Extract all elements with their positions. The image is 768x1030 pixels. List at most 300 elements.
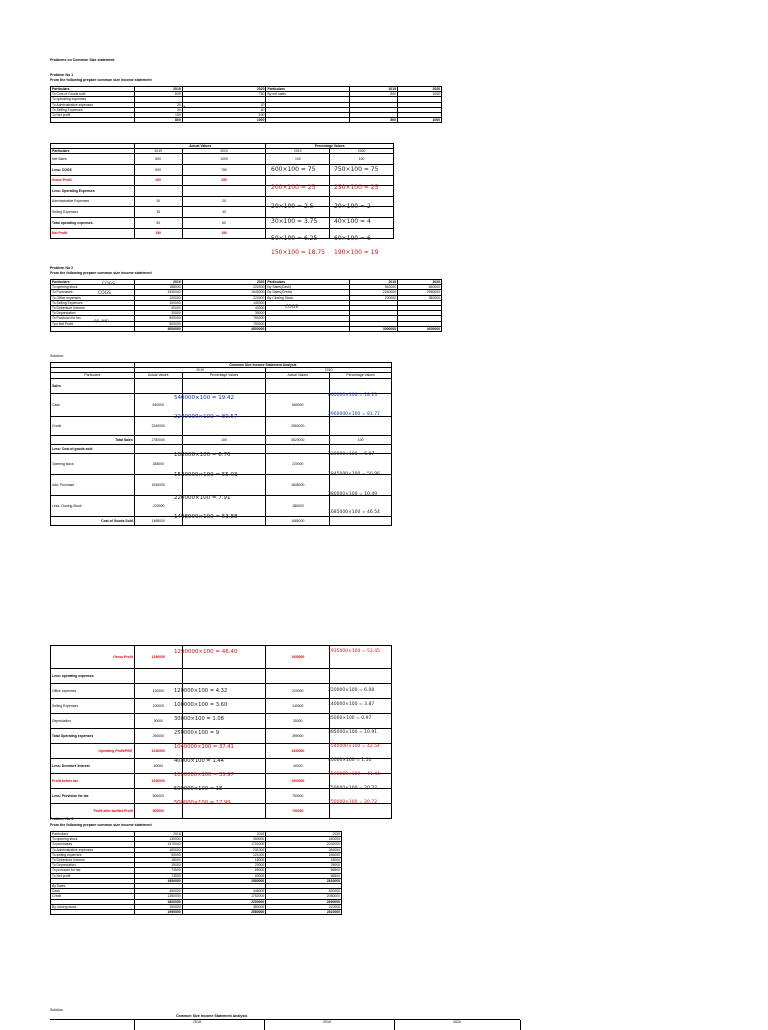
table-cell: 1752000 [182, 894, 266, 899]
row-label: Sales [51, 378, 135, 393]
actual-value-2019: 2780000 [134, 435, 182, 444]
handwritten-working: 30×100 = 3.75 [271, 218, 318, 225]
actual-value-2019: 30 [134, 207, 182, 218]
actual-value-2020: 1500000 [266, 774, 330, 789]
table-cell: 2580000 [182, 910, 266, 915]
table-cell: Tpo Net Profit [51, 321, 135, 326]
table-cell: 231000 [182, 847, 266, 852]
table-cell: 220000 [182, 295, 266, 300]
handwritten-working: 35000×100 = 0.97 [328, 716, 372, 721]
table-cell: 40 [182, 107, 266, 112]
table-cell: To Net profit [51, 113, 135, 118]
table-cell: 1350000 [134, 894, 182, 899]
actual-value-2020: 1845000 [266, 474, 330, 495]
handwritten-working: 540000×100 = 19.42 [174, 395, 234, 401]
table-cell: 2580000 [182, 878, 266, 883]
row-label: Profit after tax/Net Profit [51, 804, 135, 819]
table-cell: 2960000 [398, 290, 442, 295]
table-cell: 2600000 [266, 899, 342, 904]
table-cell: 750 [182, 92, 266, 97]
table-cell: To provision for tax [51, 868, 135, 873]
table-cell: 73500 [134, 868, 182, 873]
table-cell [51, 326, 135, 331]
table-cell: To Administrative expenses [51, 847, 135, 852]
column-header: Particulars [51, 280, 135, 285]
actual-value-2020: -380000 [266, 495, 330, 516]
actual-value-2020: 1540000 [266, 744, 330, 759]
table-cell: 660000 [398, 285, 442, 290]
actual-value-2020: 190 [182, 228, 266, 239]
problem-3-instruction: From the following prepare common size income statement [50, 823, 152, 827]
table-cell: By Closing Stock [266, 295, 350, 300]
table-cell: 220000 [350, 295, 398, 300]
table-cell: 150 [134, 113, 182, 118]
column-header: 2019 [350, 280, 398, 285]
table-cell: 210000 [266, 904, 342, 909]
percentage-2019: 100 [266, 154, 330, 165]
actual-value-2019: 120000 [134, 684, 182, 699]
actual-value-2020: 140000 [266, 699, 330, 714]
analysis-row [51, 378, 392, 393]
handwritten-working: 20×100 = 2 [334, 203, 371, 210]
problem-1-heading: Problem No 1 [50, 73, 74, 77]
actual-value-2020: 750000 [266, 789, 330, 804]
table-cell: 20 [182, 102, 266, 107]
handwritten-working: 140000×100 = 3.87 [328, 702, 375, 707]
problem-2-heading: Problem No 2 [50, 266, 74, 270]
actual-value-2019: 50 [134, 217, 182, 228]
table-cell: 2810000 [266, 878, 342, 883]
table-cell: To Cost of Goods sold [51, 92, 135, 97]
table-cell: 100000 [134, 300, 182, 305]
table-cell: 1530000 [134, 290, 182, 295]
actual-value-2020: 2960000 [266, 416, 330, 435]
year-header: 2018 [193, 1020, 201, 1024]
actual-value-2019: 500000 [134, 804, 182, 819]
handwritten-working: 150×100 = 18.75 [271, 249, 325, 256]
table-cell: 40000 [182, 306, 266, 311]
table-cell: 1950000 [134, 910, 182, 915]
handwritten-working: 1845000×100 = 50.96 [328, 472, 380, 477]
actual-value-2019: 188000 [134, 453, 182, 474]
table-cell: To Debenture Interest [51, 306, 135, 311]
problem-3-statement-table [50, 831, 342, 915]
actual-value-2019: 1000000 [134, 774, 182, 789]
handwritten-working: 20×100 = 2.5 [271, 203, 314, 210]
handwritten-working: 1540000×100 = 42.54 [328, 744, 380, 749]
handwritten-working: 2960000×100 = 81.77 [328, 412, 380, 417]
table-cell: 35000 [182, 311, 266, 316]
column-header: 2020 [266, 832, 342, 837]
analysis-row [51, 435, 392, 444]
handwritten-working: 1530000×100 = 55.03 [174, 472, 238, 478]
table-cell: 156000 [266, 852, 342, 857]
table-cell: 3000000 [350, 326, 398, 331]
table-cell: 140000 [182, 300, 266, 305]
table-cell: 121000 [182, 852, 266, 857]
table-cell: To purchases [51, 842, 135, 847]
margin-note: op. exp. [94, 318, 111, 323]
table-cell: 190 [182, 113, 266, 118]
table-cell: 350000 [182, 837, 266, 842]
handwritten-working: 40×100 = 4 [334, 218, 371, 225]
row-label: Add: Purchase [51, 474, 135, 495]
column-header: Particulars [266, 87, 350, 92]
column-divider [394, 1020, 395, 1030]
handwritten-working: 30000×100 = 1.08 [174, 716, 224, 722]
handwritten-working: 220000×100 = 6.08 [328, 688, 375, 693]
actual-value-2019: 30000 [134, 714, 182, 729]
actual-value-2020: 20 [182, 196, 266, 207]
table-cell [266, 326, 350, 331]
solution-label: Solution [50, 1008, 63, 1012]
table-cell: To Debenture Interest [51, 858, 135, 863]
handwritten-working: 250000×100 = 9 [174, 730, 219, 736]
column-header: 2019 [134, 87, 182, 92]
table-cell: Cash [51, 889, 135, 894]
row-label: Gross Profit [51, 646, 135, 669]
problem-2-analysis-table-part-a [50, 362, 392, 526]
table-cell: 150000 [266, 837, 342, 842]
column-header: 2018 [134, 832, 182, 837]
table-cell: To Provision for tax [51, 316, 135, 321]
row-label: Office expenses [51, 684, 135, 699]
table-cell: By Sales [51, 884, 135, 889]
table-cell: 1845000 [182, 290, 266, 295]
table-row [51, 118, 442, 123]
row-label: Less: COGS [51, 165, 135, 176]
table-cell: 69000 [182, 873, 266, 878]
column-header: 2020 [330, 149, 394, 154]
row-label: Less: operating expenses [51, 669, 135, 684]
table-cell: By Sales(Cash) [266, 285, 350, 290]
handwritten-working: 100000×100 = 3.60 [174, 702, 228, 708]
handwritten-working: 1040000×100 = 37.41 [174, 744, 234, 750]
table-cell: 2200000 [182, 899, 266, 904]
column-divider [264, 1020, 265, 1030]
column-header: 2020 [182, 149, 266, 154]
table-cell [51, 118, 135, 123]
row-label: Profit before tax [51, 774, 135, 789]
actual-value-2019 [134, 378, 182, 393]
table-cell: 2240000 [350, 290, 398, 295]
solution-label: Solution: [50, 354, 64, 358]
table-cell: 130000 [134, 837, 182, 842]
column-header: 2019 [350, 87, 398, 92]
handwritten-working: 40000×100 = 1.44 [174, 758, 224, 764]
table-cell: 180000 [134, 847, 182, 852]
handwritten-working: 250×100 = 25 [334, 184, 379, 191]
row-label: Less: Operating Expenses [51, 186, 135, 197]
row-label: Less: Closing Stock [51, 495, 135, 516]
table-cell: 150000 [134, 904, 182, 909]
group-header-actual: Actual Values [134, 144, 266, 149]
table-cell: 18000 [134, 858, 182, 863]
row-label: Net Profit [51, 228, 135, 239]
handwritten-working: 188000×100 = 6.76 [174, 452, 231, 458]
table-cell: 20000 [182, 863, 266, 868]
handwritten-working: 50×100 = 6.25 [271, 235, 318, 242]
year-header: 2019 [323, 1020, 331, 1024]
table-cell: 20 [134, 102, 182, 107]
handwritten-working: 500000×100 = 18 [174, 786, 223, 792]
column-header: Particulars [51, 832, 135, 837]
table-cell: 1000 [182, 118, 266, 123]
table-cell: To opening stock [51, 837, 135, 842]
table-cell: 286000 [266, 847, 342, 852]
table-cell: 380000 [182, 904, 266, 909]
column-header: Actual Values [266, 373, 330, 378]
problem-2-instruction: From the following prepare common size income statement [50, 271, 152, 275]
column-header: 2020 [398, 280, 442, 285]
handwritten-working: 600×100 = 75 [271, 166, 316, 173]
table-cell: 188000 [134, 285, 182, 290]
column-header: 2020 [182, 87, 266, 92]
table-cell: 15000 [134, 863, 182, 868]
handwritten-working: 2240000×100 = 80.57 [174, 414, 238, 420]
table-cell [51, 910, 135, 915]
actual-value-2020: 40000 [266, 759, 330, 774]
row-label: Selling Expenses [51, 699, 135, 714]
handwritten-working: 1000000×100 = 35.97 [174, 772, 234, 778]
row-label: Total Operating expenses [51, 729, 135, 744]
actual-value-2020: 3620000 [266, 435, 330, 444]
actual-value-2019: 500000 [134, 789, 182, 804]
table-cell: 448000 [182, 889, 266, 894]
actual-value-2020: 40 [182, 207, 266, 218]
column-header: Particulars [51, 149, 135, 154]
actual-value-2019: 150 [134, 228, 182, 239]
row-label: Cost of Goods Sold [51, 516, 135, 525]
percentage-2019 [182, 378, 266, 393]
actual-value-2020: 750000 [266, 804, 330, 819]
table-cell: 1000 [398, 118, 442, 123]
column-header: 2019 [182, 832, 266, 837]
percentage-2020: 100 [330, 154, 394, 165]
row-label: Total Sales [51, 435, 135, 444]
row-label: Cash [51, 393, 135, 416]
handwritten-working: 220000×100 = 7.91 [174, 495, 231, 501]
percentage-2020 [330, 516, 392, 525]
table-cell: By net sales [266, 92, 350, 97]
table-cell: 380000 [398, 295, 442, 300]
actual-value-2019: 20 [134, 196, 182, 207]
stray-mark: • [183, 104, 186, 109]
percentage-2019 [182, 669, 266, 684]
problem-1-statement-table [50, 86, 442, 123]
table-cell: 800 [134, 118, 182, 123]
table-cell: 750000 [182, 316, 266, 321]
table-cell: By closing stock [51, 904, 135, 909]
column-header: Particulars [51, 87, 135, 92]
table-cell: 30 [134, 107, 182, 112]
table-row [51, 326, 442, 331]
row-label: Credit [51, 416, 135, 435]
actual-value-2020 [266, 669, 330, 684]
handwritten-working: 190×100 = 19 [334, 249, 379, 256]
table-cell: 120000 [134, 295, 182, 300]
column-header: 2019 [134, 149, 182, 154]
row-label: Less: Cost of goods sold [51, 444, 135, 453]
table-cell: 500000 [134, 321, 182, 326]
handwritten-working: 750×100 = 75 [334, 166, 379, 173]
column-header: Percentage Values [330, 373, 392, 378]
table-cell: 90000 [134, 852, 182, 857]
table-cell: 500000 [134, 316, 182, 321]
actual-value-2020: 1935000 [266, 646, 330, 669]
percentage-2020: 100 [330, 435, 392, 444]
table-cell: 56500 [266, 868, 342, 873]
table-cell [266, 118, 350, 123]
table-cell: 69000 [182, 868, 266, 873]
table-cell: 4000000 [398, 326, 442, 331]
actual-value-2019: 800 [134, 154, 182, 165]
table-cell: To Depreciation [51, 311, 135, 316]
group-header-percentage: Percentage Values [266, 144, 394, 149]
document-title: Problems on Common Size statement [50, 58, 115, 62]
actual-value-2019: 1498000 [134, 516, 182, 525]
actual-value-2020: 750 [182, 165, 266, 176]
table-cell: 25000 [266, 863, 342, 868]
margin-note: COGS [102, 282, 116, 287]
problem-3-analysis-table-header [50, 1019, 520, 1030]
margin-note: COGS [285, 305, 299, 310]
actual-value-2019: 40000 [134, 759, 182, 774]
row-label: Administrative Expenses [51, 196, 135, 207]
handwritten-working: 500000×100 = 17.99 [174, 800, 231, 806]
table-cell: 1800000 [134, 899, 182, 904]
handwritten-working: 40000×100 = 1.10 [328, 758, 372, 763]
table-cell: To Office expenses [51, 295, 135, 300]
table-cell: 18000 [266, 858, 342, 863]
actual-value-2019: 1040000 [134, 744, 182, 759]
table-cell: 4000000 [182, 326, 266, 331]
table-cell: To Purchases [51, 290, 135, 295]
actual-value-2019: 250000 [134, 729, 182, 744]
table-cell: To opening stock [51, 285, 135, 290]
table-cell: 800 [350, 118, 398, 123]
row-label: Opening stock [51, 453, 135, 474]
handwritten-working: 1935000×100 = 53.45 [328, 649, 380, 654]
handwritten-working: 380000×100 = 10.49 [328, 492, 378, 497]
column-header: 2020 [398, 87, 442, 92]
table-cell: 220000 [182, 285, 266, 290]
problem-1-instruction: From the following prepare common size income statement [50, 78, 152, 82]
column-header: Actual Values [134, 373, 182, 378]
table-cell: 3000000 [134, 326, 182, 331]
analysis-row [51, 154, 394, 165]
analysis-title: Common Size Income Statement Analysis [176, 1014, 248, 1018]
actual-value-2019 [134, 186, 182, 197]
year-header: 2020 [266, 368, 392, 373]
actual-value-2019: 100000 [134, 699, 182, 714]
actual-value-2020 [266, 444, 330, 453]
table-cell: 1000 [398, 92, 442, 97]
table-row [51, 910, 342, 915]
margin-note: COGS [98, 291, 112, 296]
percentage-2020 [330, 416, 392, 435]
actual-value-2020: 1685000 [266, 516, 330, 525]
column-header: Percentage Values [182, 373, 266, 378]
table-cell: 600 [134, 92, 182, 97]
handwritten-working: 1498000×100 = 53.88 [174, 514, 238, 520]
handwritten-working: 120000×100 = 4.32 [174, 688, 228, 694]
actual-value-2019: 600 [134, 165, 182, 176]
actual-value-2019: -220000 [134, 495, 182, 516]
table-cell: 2080000 [266, 894, 342, 899]
row-label: Operating Profit/PBIT [51, 744, 135, 759]
table-cell: Credit [51, 894, 135, 899]
table-cell: 73500 [134, 873, 182, 878]
column-divider [134, 1020, 135, 1030]
table-cell: 40000 [134, 306, 182, 311]
table-cell: 750000 [182, 321, 266, 326]
actual-value-2020: 35000 [266, 714, 330, 729]
table-cell: To Net profit [51, 873, 135, 878]
table-cell: To Selling Expenses [51, 107, 135, 112]
actual-value-2019: 1290000 [134, 646, 182, 669]
percentage-2020 [330, 669, 392, 684]
actual-value-2019: 1530000 [134, 474, 182, 495]
column-header: 2019 [134, 280, 182, 285]
column-header: Particulars [266, 280, 350, 285]
column-divider [520, 1020, 521, 1030]
table-cell: To operating expenses [51, 97, 135, 102]
year-header: 2019 [134, 368, 266, 373]
actual-value-2020: 250 [182, 175, 266, 186]
table-cell: 450000 [134, 889, 182, 894]
table-cell: 2810000 [266, 910, 342, 915]
actual-value-2020: 660000 [266, 393, 330, 416]
table-cell: 1702000 [182, 842, 266, 847]
row-label: Total operating expenses [51, 217, 135, 228]
table-cell: 800 [350, 92, 398, 97]
table-cell: By Sales(Credit) [266, 290, 350, 295]
handwritten-working: 200×100 = 25 [271, 184, 316, 191]
column-header: 2020 [182, 280, 266, 285]
table-cell: 1370000 [134, 842, 182, 847]
table-cell: 18000 [182, 858, 266, 863]
table-cell: 520000 [266, 889, 342, 894]
row-label: Selling Expenses [51, 207, 135, 218]
handwritten-working: 750000×100 = 20.72 [328, 786, 378, 791]
handwritten-working: 395000×100 = 10.91 [328, 730, 378, 735]
row-label: Gross Profit [51, 175, 135, 186]
table-cell: 56500 [266, 873, 342, 878]
handwritten-working: 750000×100 = 20.72 [328, 800, 378, 805]
table-cell: To Depreciation [51, 863, 135, 868]
handwritten-working: 660000×100 = 18.23 [328, 393, 378, 398]
analysis-title: Common Size Income Statement Analysis [134, 363, 391, 368]
row-label: Less: Provision for tax [51, 789, 135, 804]
actual-value-2019: 540000 [134, 393, 182, 416]
handwritten-working: 220000×100 = 6.07 [328, 452, 375, 457]
problem-3-heading: Problem No 3 [50, 817, 74, 821]
table-cell: To Selling Expenses [51, 300, 135, 305]
actual-value-2020: 1000 [182, 154, 266, 165]
actual-value-2020: 220000 [266, 684, 330, 699]
handwritten-working: 1685000×100 = 46.54 [328, 510, 380, 515]
column-header: 2019 [266, 149, 330, 154]
actual-value-2020: 395000 [266, 729, 330, 744]
table-cell: 540000 [350, 285, 398, 290]
column-header: Particulars [51, 373, 135, 378]
actual-value-2020 [266, 378, 330, 393]
handwritten-working: 1290000×100 = 46.40 [174, 649, 238, 655]
handwritten-working: 60×100 = 6 [334, 235, 371, 242]
row-label: Depreciation [51, 714, 135, 729]
actual-value-2020: 60 [182, 217, 266, 228]
